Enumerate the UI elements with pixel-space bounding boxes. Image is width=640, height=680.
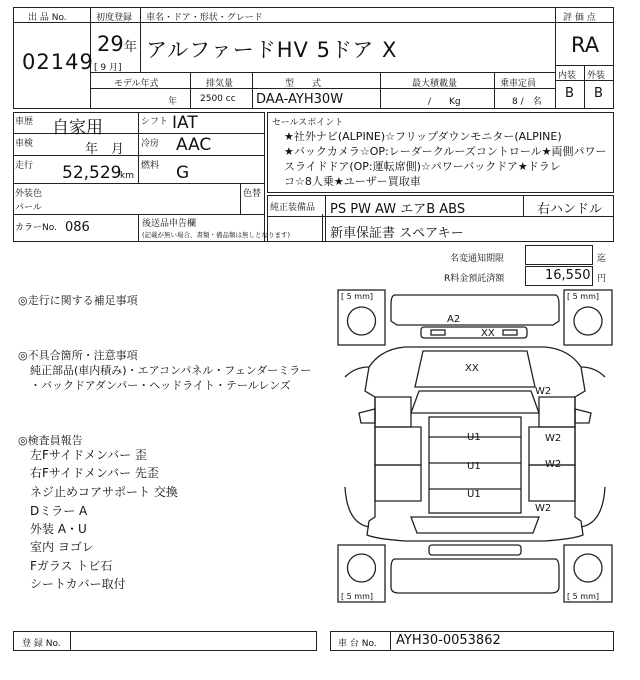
mileage-label: 走行 xyxy=(15,161,34,171)
driving-notes-title: ◎走行に関する補足事項 xyxy=(18,294,138,307)
shift-label: シフト xyxy=(141,117,169,127)
sales-points-label: セールスポイント xyxy=(272,118,344,128)
inspector-report-title: ◎検査員報告 xyxy=(18,434,83,447)
air-conditioner-label: 冷房 xyxy=(141,139,160,149)
max-load-label: 最大積載量 xyxy=(412,79,458,89)
damage-mark-hood: XX xyxy=(465,363,479,374)
recycle-fee-label: R料金預託済額 xyxy=(444,274,505,284)
damage-mark-grille: XX xyxy=(481,328,495,339)
air-conditioner: AAC xyxy=(176,135,212,155)
shift: IAT xyxy=(172,113,198,133)
damage-mark-right-front-door: W2 xyxy=(545,433,562,444)
sales-point-line: ★社外ナビ(ALPINE)☆フリップダウンモニター(ALPINE) xyxy=(284,130,562,143)
left-front-fender xyxy=(375,397,411,427)
damage-mark-right-rear-door: W2 xyxy=(545,459,562,470)
damage-mark-right-fender: W2 xyxy=(535,386,552,397)
registration-year-unit: 年 xyxy=(124,40,138,55)
damage-mark-roof: U1 xyxy=(467,489,481,500)
inspector-line: ネジ止めコアサポート 交換 xyxy=(30,485,178,499)
displacement: 2500 cc xyxy=(200,94,236,104)
damage-mark-front-bumper: A2 xyxy=(447,314,461,325)
after-delivery-note: (記載が無い場合、書類・備品類は無しとなります) xyxy=(142,231,291,239)
inspector-line: シートカバー取付 xyxy=(30,577,126,591)
chassis-number-label: 車 台 No. xyxy=(338,639,377,649)
capacity-label: 乗車定員 xyxy=(500,79,537,89)
model-year-label: モデル年式 xyxy=(114,79,159,89)
defect-notes-title: ◎不具合箇所・注意事項 xyxy=(18,349,138,362)
tire-depth-label: [ 5 mm] xyxy=(567,592,600,601)
exterior-color-label: 外装色 xyxy=(15,189,43,199)
left-rear-door xyxy=(375,465,421,501)
warranty-items: 新車保証書 スペアキー xyxy=(330,226,464,241)
damage-mark-roof: U1 xyxy=(467,461,481,472)
fuel: G xyxy=(176,163,190,183)
history-label: 車歴 xyxy=(15,117,34,127)
after-delivery-label: 後送品申告欄 xyxy=(142,219,197,229)
inspection-label: 車検 xyxy=(15,139,34,149)
exterior-color: パール xyxy=(15,203,42,213)
sales-point-line: ★バックカメラ☆OP:レーダークルーズコントロール★両側パワー xyxy=(284,145,607,158)
back-door-plate xyxy=(429,545,521,555)
defect-line: 純正部品(車内積み)・エアコンパネル・フェンダーミラー xyxy=(30,364,312,377)
type-code: DAA-AYH30W xyxy=(256,92,344,107)
model-year-unit: 年 xyxy=(168,97,178,107)
color-number-label: カラーNo. xyxy=(15,223,57,233)
notice-deadline-suffix: 迄 xyxy=(597,254,607,264)
windshield xyxy=(411,391,539,413)
right-rear-door xyxy=(529,465,575,501)
first-registration-label: 初度登録 xyxy=(96,13,133,23)
interior-grade: B xyxy=(565,86,574,101)
color-number: 086 xyxy=(65,220,90,235)
fuel-label: 燃料 xyxy=(141,161,160,171)
left-front-door xyxy=(375,427,421,465)
exterior-grade: B xyxy=(594,86,603,101)
mileage-unit: km xyxy=(120,171,134,181)
displacement-label: 排気量 xyxy=(206,79,234,89)
grille xyxy=(421,327,527,338)
inspector-line: Dミラー A xyxy=(30,504,88,518)
max-load: / Kg xyxy=(428,97,461,107)
equipment-label: 純正装備品 xyxy=(270,203,316,213)
damage-mark-roof: U1 xyxy=(467,432,481,443)
right-front-fender xyxy=(539,397,575,427)
equipment-items: PS PW AW エアB ABS xyxy=(330,202,466,217)
inspection: 年 月 xyxy=(85,142,125,157)
registration-year: 29 xyxy=(97,32,124,56)
registration-month: [ 9 月] xyxy=(94,63,122,73)
inspector-line: 外装 A・U xyxy=(30,522,87,536)
recycle-fee-unit: 円 xyxy=(597,274,607,284)
car-name: アルファードHV 5ドア X xyxy=(146,38,398,62)
chassis-number: AYH30-0053862 xyxy=(396,633,501,648)
notice-deadline-label: 名変通知期限 xyxy=(450,254,505,264)
notice-deadline-box xyxy=(525,245,593,265)
recycle-fee: 16,550 xyxy=(545,268,591,283)
interior-grade-label: 内装 xyxy=(558,71,577,81)
body-outline xyxy=(365,347,585,541)
left-mirror xyxy=(359,409,375,423)
front-bumper xyxy=(391,295,559,325)
capacity: 8 / 名 xyxy=(512,97,542,107)
inspector-line: 右Fサイドメンバー 先歪 xyxy=(30,466,159,480)
car-diagram xyxy=(335,287,615,605)
damage-mark-right-quarter: W2 xyxy=(535,503,552,514)
lot-number-label: 出 品 No. xyxy=(28,13,67,23)
mileage: 52,529 xyxy=(62,163,122,183)
color-change-label: 色替 xyxy=(243,189,262,199)
right-mirror xyxy=(575,409,591,423)
grade-label: 評 価 点 xyxy=(563,13,596,23)
sales-point-line: スライドドア(OP:運転席側)☆パワーバックドア★ドラレ xyxy=(284,160,561,173)
defect-line: ・バックドアダンパー・ヘッドライト・テールレンズ xyxy=(30,379,291,392)
tire-depth-label: [ 5 mm] xyxy=(341,292,374,301)
sales-point-line: コ☆8人乗★ユーザー買取車 xyxy=(284,175,421,188)
steering-side: 右ハンドル xyxy=(537,202,603,217)
rear-bumper xyxy=(391,559,559,593)
inspector-line: 室内 ヨゴレ xyxy=(30,540,94,554)
history: 自家用 xyxy=(52,118,103,138)
car-name-label: 車名・ドア・形状・グレード xyxy=(146,13,263,23)
registration-number-label: 登 録 No. xyxy=(22,639,61,649)
exterior-grade-label: 外装 xyxy=(587,71,606,81)
inspector-line: 左Fサイドメンバー 歪 xyxy=(30,448,147,462)
type-label: 型 式 xyxy=(285,79,322,89)
tire-depth-label: [ 5 mm] xyxy=(341,592,374,601)
inspector-line: Fガラス トビ石 xyxy=(30,559,113,573)
lot-number: 02149 xyxy=(22,50,94,74)
rear-window xyxy=(411,517,539,533)
tire-depth-label: [ 5 mm] xyxy=(567,292,600,301)
grade-score: RA xyxy=(571,33,600,57)
